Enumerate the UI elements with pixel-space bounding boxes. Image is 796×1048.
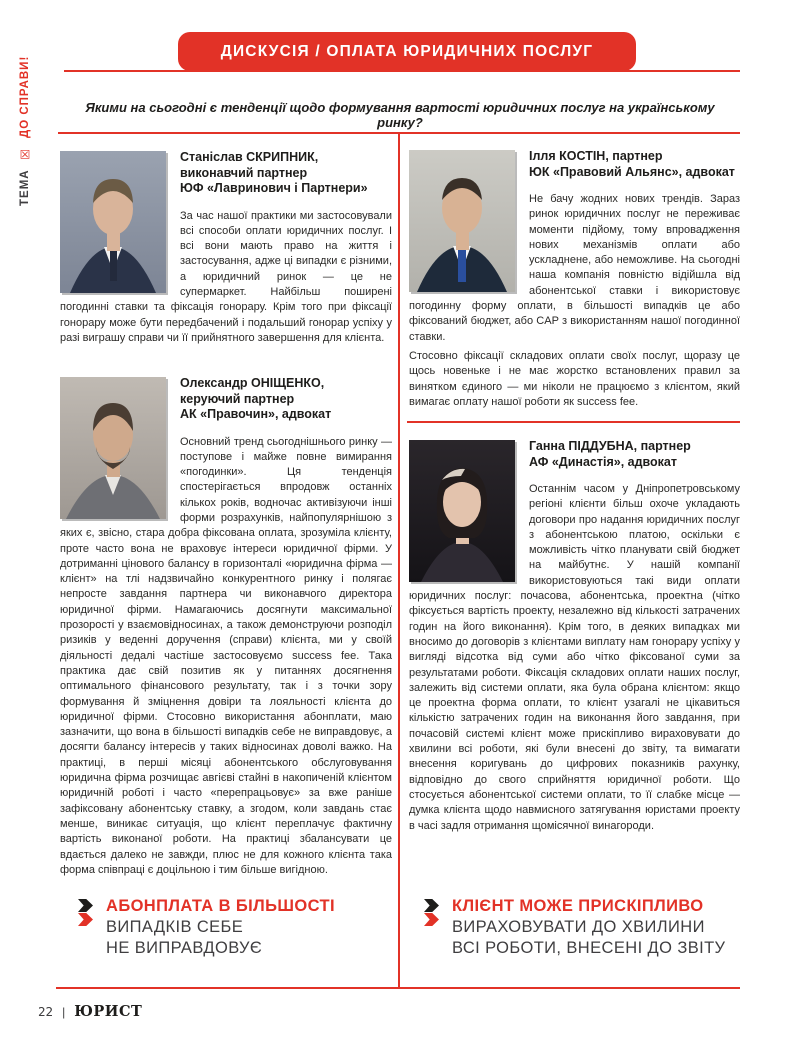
page-footer: [38, 1003, 142, 1020]
expert-name-line: виконавчий партнер: [180, 165, 308, 180]
double-chevron-icon: [424, 896, 440, 959]
portrait-photo-kostin: [409, 150, 515, 292]
quote-line: КЛІЄНТ МОЖЕ ПРИСКІПЛИВО: [452, 897, 704, 915]
expert-section-kostin: [409, 147, 740, 410]
page-number: 22: [38, 1004, 54, 1019]
expert-section-onishchenko: [60, 374, 392, 878]
expert-answer: Останнім часом у Дніпропетровському регіоні клієнти більш охоче укладають договори про надання юридичних послуг з абонентською платою, оскільки є можливість чітко планувати свій бюджет на майбутнє. У нашій компанії використовуються такі види оплати юридичних послуг: почасова, абонентська, проектна (чітко фіксується вартість проекту, незалежно від кількості затрачених годин на його виконання). Крім того, в деяких випадках ми вносимо до договорів з клієнтами виплату нам гонорару успіху у вигляді відсотка від суми або чітко фіксованої суми за результатами роботи. Фіксація складових оплати наших послуг, залежить від системи оплати, яка була обрана клієнтом: якщо це проектна форма оплати, то клієнт узагалі не цікавиться кількістю затрачених годин на виконання його завдання, при почасовій системі клієнт може прискіпливо вираховувати до хвилини всі роботи, які були внесені до звіту, та вимагати внесення коригувань до цифрових показників рахунку, відповідно до свого сприйняття юридичної роботи. Що стосується абонентської системи оплати, то її слабке місце — думка клієнта щодо навмисного затягування юристами проекту в часі задля отримання щомісячної винагороди.: [409, 483, 740, 832]
topic-label: ТЕМА: [19, 169, 31, 206]
vertical-rubric: [18, 36, 32, 206]
magazine-title: ЮРИСТ: [74, 1003, 143, 1020]
pull-quote-text: [452, 896, 725, 959]
expert-answer: За час нашої практики ми застосовували всі способи оплати юридичних послуг. І всі вони мають право на життя і застосування, адже ці випадки є різними, а юридичний ринок — це не супермаркет. Найбільш поширені погодинні ставки та фіксація гонорару. Крім того при фіксації гонорару може бути передбачений і подальший гонорар успіху у разі виграшу справи чи її прийнятного завершення для клієнта.: [60, 209, 392, 344]
expert-section-piddubna: [409, 437, 740, 834]
footer-separator: |: [62, 1005, 66, 1019]
portrait-photo-skrypnyk: [60, 151, 166, 293]
rubric-label: ДО СПРАВИ!: [19, 56, 31, 139]
expert-name-line: Ілля КОСТІН, партнер: [529, 149, 663, 163]
quote-line: ВИРАХОВУВАТИ ДО ХВИЛИНИ: [452, 918, 705, 936]
expert-name-line: керуючий партнер: [180, 391, 295, 406]
divider-line: [56, 987, 740, 989]
quote-line: АБОНПЛАТА В БІЛЬШОСТІ: [106, 897, 335, 915]
column-divider-line: [398, 132, 400, 989]
expert-name-line: Олександр ОНІЩЕНКО,: [180, 376, 325, 390]
expert-name-line: ЮФ «Лавринович і Партнери»: [180, 181, 368, 195]
expert-name-line: АФ «Династія», адвокат: [529, 454, 678, 469]
expert-name-line: ЮК «Правовий Альянс», адвокат: [529, 164, 735, 179]
double-chevron-icon: [78, 896, 94, 959]
pull-quote-text: [106, 896, 335, 959]
portrait-photo-piddubna: [409, 440, 515, 582]
checkbox-icon: ☒: [18, 146, 32, 162]
quote-line: ВИПАДКІВ СЕБЕ: [106, 918, 244, 936]
expert-answer: Стосовно фіксації складових оплати своїх послуг, щоразу це щось новеньке і не має жорстко встановлених правил за винятком єдиного — ми ніколи не працюємо з клієнтом, який вимагає оплату нашої роботи як success fee.: [409, 349, 740, 408]
section-banner: ДИСКУСІЯ / ОПЛАТА ЮРИДИЧНИХ ПОСЛУГ: [178, 32, 636, 71]
expert-name-line: Ганна ПІДДУБНА, партнер: [529, 439, 691, 453]
pull-quote-right: [424, 896, 734, 959]
divider-line: [64, 70, 740, 72]
expert-answer: Основний тренд сьогоднішнього ринку — поступове і майже повне вимирання «погодинки». Ця тенденція спостерігається впродовж останніх кількох років, водночас активізуючи інші форми розрахунків, найпопулярнішою з яких є, звісно, стара добра фіксована оплата, зрозуміла клієнту, проте часто вона не враховує інтереси юридичної фірми. У дотриманні цінового балансу в горизонталі «юридична фірма — клієнт» на тлі надзвичайно конкурентного ринку і полягає непросте завдання партнера чи виконавчого директора юридичної фірми. Намагаючись досягнути максимальної прозорості у взаємовідносинах, а також демонструючи розподіл ризиків у веденні доручення (справи) клієнта, ми у своїй діяльності дедалі частіше застосовуємо success fee. Така практика дає свій позитив як у питаннях досягнення оптимального фінансового результату, так і з точки зору формування й зміцнення довіри та лояльності клієнта до юридичної фірми. Стосовно використання абонплати, маю зазначити, що вона в більшості випадків себе не виправдовує, а досягти балансу інтересів у таких відносинах доволі важко. На практиці, в перші місяці абонентського обслуговування юридична фірма розчищає авгієві стайні в накопиченій клієнтом юридичній роботі і часто «перепрацьовує» за вже раніше зафіксовану абонентську ставку, а згодом, коли завдань стає менше, виникає ситуація, що клієнт переплачує фактичну вартість виконаної роботи. На практиці збалансувати це вдається далеко не завжди, плюс не для кожного клієнта така форма співпраці є доцільною і тим більше вигідною.: [60, 435, 392, 876]
expert-name-line: АК «Правочин», адвокат: [180, 407, 332, 421]
expert-name-line: Станіслав СКРИПНИК,: [180, 150, 319, 164]
quote-line: ВСІ РОБОТИ, ВНЕСЕНІ ДО ЗВІТУ: [452, 939, 726, 957]
expert-answer: Не бачу жодних нових трендів. Зараз ринок юридичних послуг не переживає моменти підйому, тому впровадження нових механізмів оплати або ускладнене, або неможливе. На сьогодні наша компанія повністю відійшла від абонентської ставки і використовує погодинну форму оплати, в більшості випадків це або фіксований бюджет, або CAP з використанням нашої погодинної ставки.: [409, 193, 740, 343]
quote-line: НЕ ВИПРАВДОВУЄ: [106, 939, 263, 957]
pull-quote-left: [78, 896, 378, 959]
divider-line: [407, 421, 740, 423]
portrait-photo-onishchenko: [60, 377, 166, 519]
expert-section-skrypnyk: [60, 148, 392, 346]
discussion-question: Якими на сьогодні є тенденції щодо формування вартості юридичних послуг на українському ринку?: [85, 100, 715, 130]
